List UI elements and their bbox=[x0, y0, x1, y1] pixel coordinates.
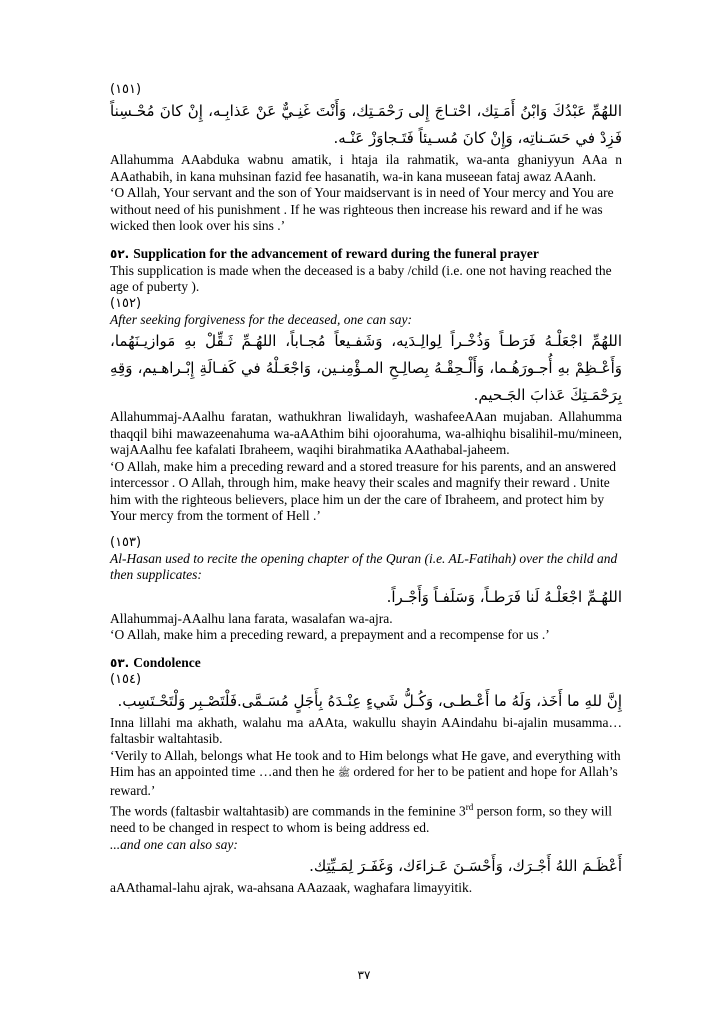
intro-also-say: ...and one can also say: bbox=[110, 836, 238, 852]
salutation-icon: ﷺ bbox=[337, 768, 351, 779]
section-number-52: ٥٢. bbox=[110, 246, 130, 261]
section-number-53: ٥٣. bbox=[110, 655, 130, 670]
hadith-number-154: (١٥٤) bbox=[110, 671, 142, 687]
arabic-condolence-2: أَعْظَـمَ اللهُ أَجْـرَك، وَأَحْسَـنَ عَـزاءَك، وَغَفَـرَ لِمَـيِّتِك. bbox=[309, 857, 622, 875]
translation-154-part1: ‘Verily to Allah, belongs what He took and to Him belongs what He gave, and everything with Him has an appointed time …and then he bbox=[110, 747, 621, 779]
arabic-supplication-153: اللهُـمِّ اجْعَلْـهُ لَنا فَرَطـاً، وَسَلَفـاً وَأَجْـراً. bbox=[386, 587, 622, 606]
transliteration-condolence-2: aAAthamal-lahu ajrak, wa-ahsana AAazaak, waghafara limayyitik. bbox=[110, 880, 473, 895]
grammar-note-part2: person form, so they will need to be changed in respect to whom is being address ed. bbox=[110, 803, 612, 835]
translation-154 bbox=[110, 748, 622, 800]
page-content bbox=[110, 82, 622, 897]
section-description-52: This supplication is made when the deceased is a baby /child (i.e. one not having reached the age of puberty ). bbox=[110, 262, 612, 294]
transliteration-152: Allahummaj-AAalhu faratan, wathukhran liwalidayh, washafeeAAan mujaban. Allahumma thaqqil bihi mawazeenahuma wa-aAAthim bihi ojoorahuma, wa-alhiqhu bisalihil-mu/mineen, wajAAalhu fee kafalati Ibraheem, waqihi birahmatika AAathabal-jaheem. bbox=[110, 409, 622, 457]
grammar-note-ordinal-suffix: rd bbox=[465, 802, 474, 812]
grammar-note-ordinal: 3 bbox=[459, 803, 466, 819]
translation-152: ‘O Allah, make him a preceding reward and a stored treasure for his parents, and an answered intercessor . O Allah, through him, make heavy their scales and magnify their reward . Unite him with the righteous believers, place him un der the care of Ibraheem, and protect him by Your mercy from the torment of Hell .’ bbox=[110, 458, 617, 523]
transliteration-153: Allahummaj-AAalhu lana farata, wasalafan wa-ajra. bbox=[110, 610, 393, 626]
section-title-52: Supplication for the advancement of reward during the funeral prayer bbox=[133, 245, 539, 261]
intro-152: After seeking forgiveness for the deceased, one can say: bbox=[110, 311, 413, 327]
arabic-supplication-154: إِنَّ للهِ ما أَخَذ، وَلَهُ ما أَعْـطـى، وَكُـلُّ شَيءٍ عِنْـدَهُ بِأَجَلٍ مُسَـمَّى.فَلْتَصْـبِر وَلْتَحْـتَسِب. bbox=[117, 691, 622, 710]
grammar-note bbox=[110, 799, 622, 837]
section-heading-52 bbox=[110, 245, 622, 263]
section-heading-53 bbox=[110, 654, 622, 672]
translation-153: ‘O Allah, make him a preceding reward, a prepayment and a recompense for us .’ bbox=[110, 627, 550, 642]
hadith-number-153: (١٥٣) bbox=[110, 534, 142, 550]
translation-154-part2: ordered for her to be patient and hope for Allah’s reward.’ bbox=[110, 764, 618, 798]
section-title-53: Condolence bbox=[133, 654, 201, 670]
arabic-supplication-152: اللهُمِّ اجْعَلْـهُ فَرَطـاً وَذُخْـراً لِوالِـدَيه، وَشَفـيعاً مُجـاباً، اللهُـمِّ ثَـقِّلْ بهِ مَوازيـنَهُما، وَأَعْـظِمْ بهِ أُجـورَهُـما، وَأَلْـحِقْـهُ بِصالِـحِ المـؤْمِنـين، وَاجْعَـلْهُ في كَفـالَةِ إِبْـراهـيم، وَقِهِ بِرَحْمَـتِكَ عَذابَ الجَـحيم. bbox=[110, 332, 622, 404]
grammar-note-part1: The words (faltasbir waltahtasib) are commands in the feminine bbox=[110, 803, 456, 819]
hadith-number-152: (١٥٢) bbox=[110, 295, 142, 311]
translation-151: ‘O Allah, Your servant and the son of Your maidservant is in need of Your mercy and You are without need of his punishment . If he was righteous then increase his reward and if he was wicked then look over his sins .’ bbox=[110, 185, 614, 233]
transliteration-154: Inna lillahi ma akhath, walahu ma aAAta, wakullu shayin AAindahu bi-ajalin musamma…faltasbir waltahtasib. bbox=[110, 714, 622, 746]
transliteration-151: Allahumma AAabduka wabnu amatik, i htaja ila rahmatik, wa-anta ghaniyyun AAa n AAathabih, in kana muhsinan fazid fee hasanatih, wa-in kana museean fataj awaz AAanh. bbox=[110, 152, 622, 184]
page-number: ٣٧ bbox=[357, 968, 371, 982]
hadith-number-151: (١٥١) bbox=[110, 82, 142, 97]
intro-153: Al-Hasan used to recite the opening chapter of the Quran (i.e. AL-Fatihah) over the child and then supplicates: bbox=[110, 550, 618, 582]
arabic-supplication-151: اللهُمِّ عَبْدُكَ وَابْنُ أَمَـتِك، احْتـاجَ إِلى رَحْمَـتِك، وَأَنْتَ غَنِـيٌّ عَنْ عَذابِـه، إِنْ كانَ مُحْـسِناً فَزِدْ في حَسَـناتِه، وَإِنْ كانَ مُسـيئاً فَتَـجاوَزْ عَنْـه. bbox=[110, 102, 622, 147]
